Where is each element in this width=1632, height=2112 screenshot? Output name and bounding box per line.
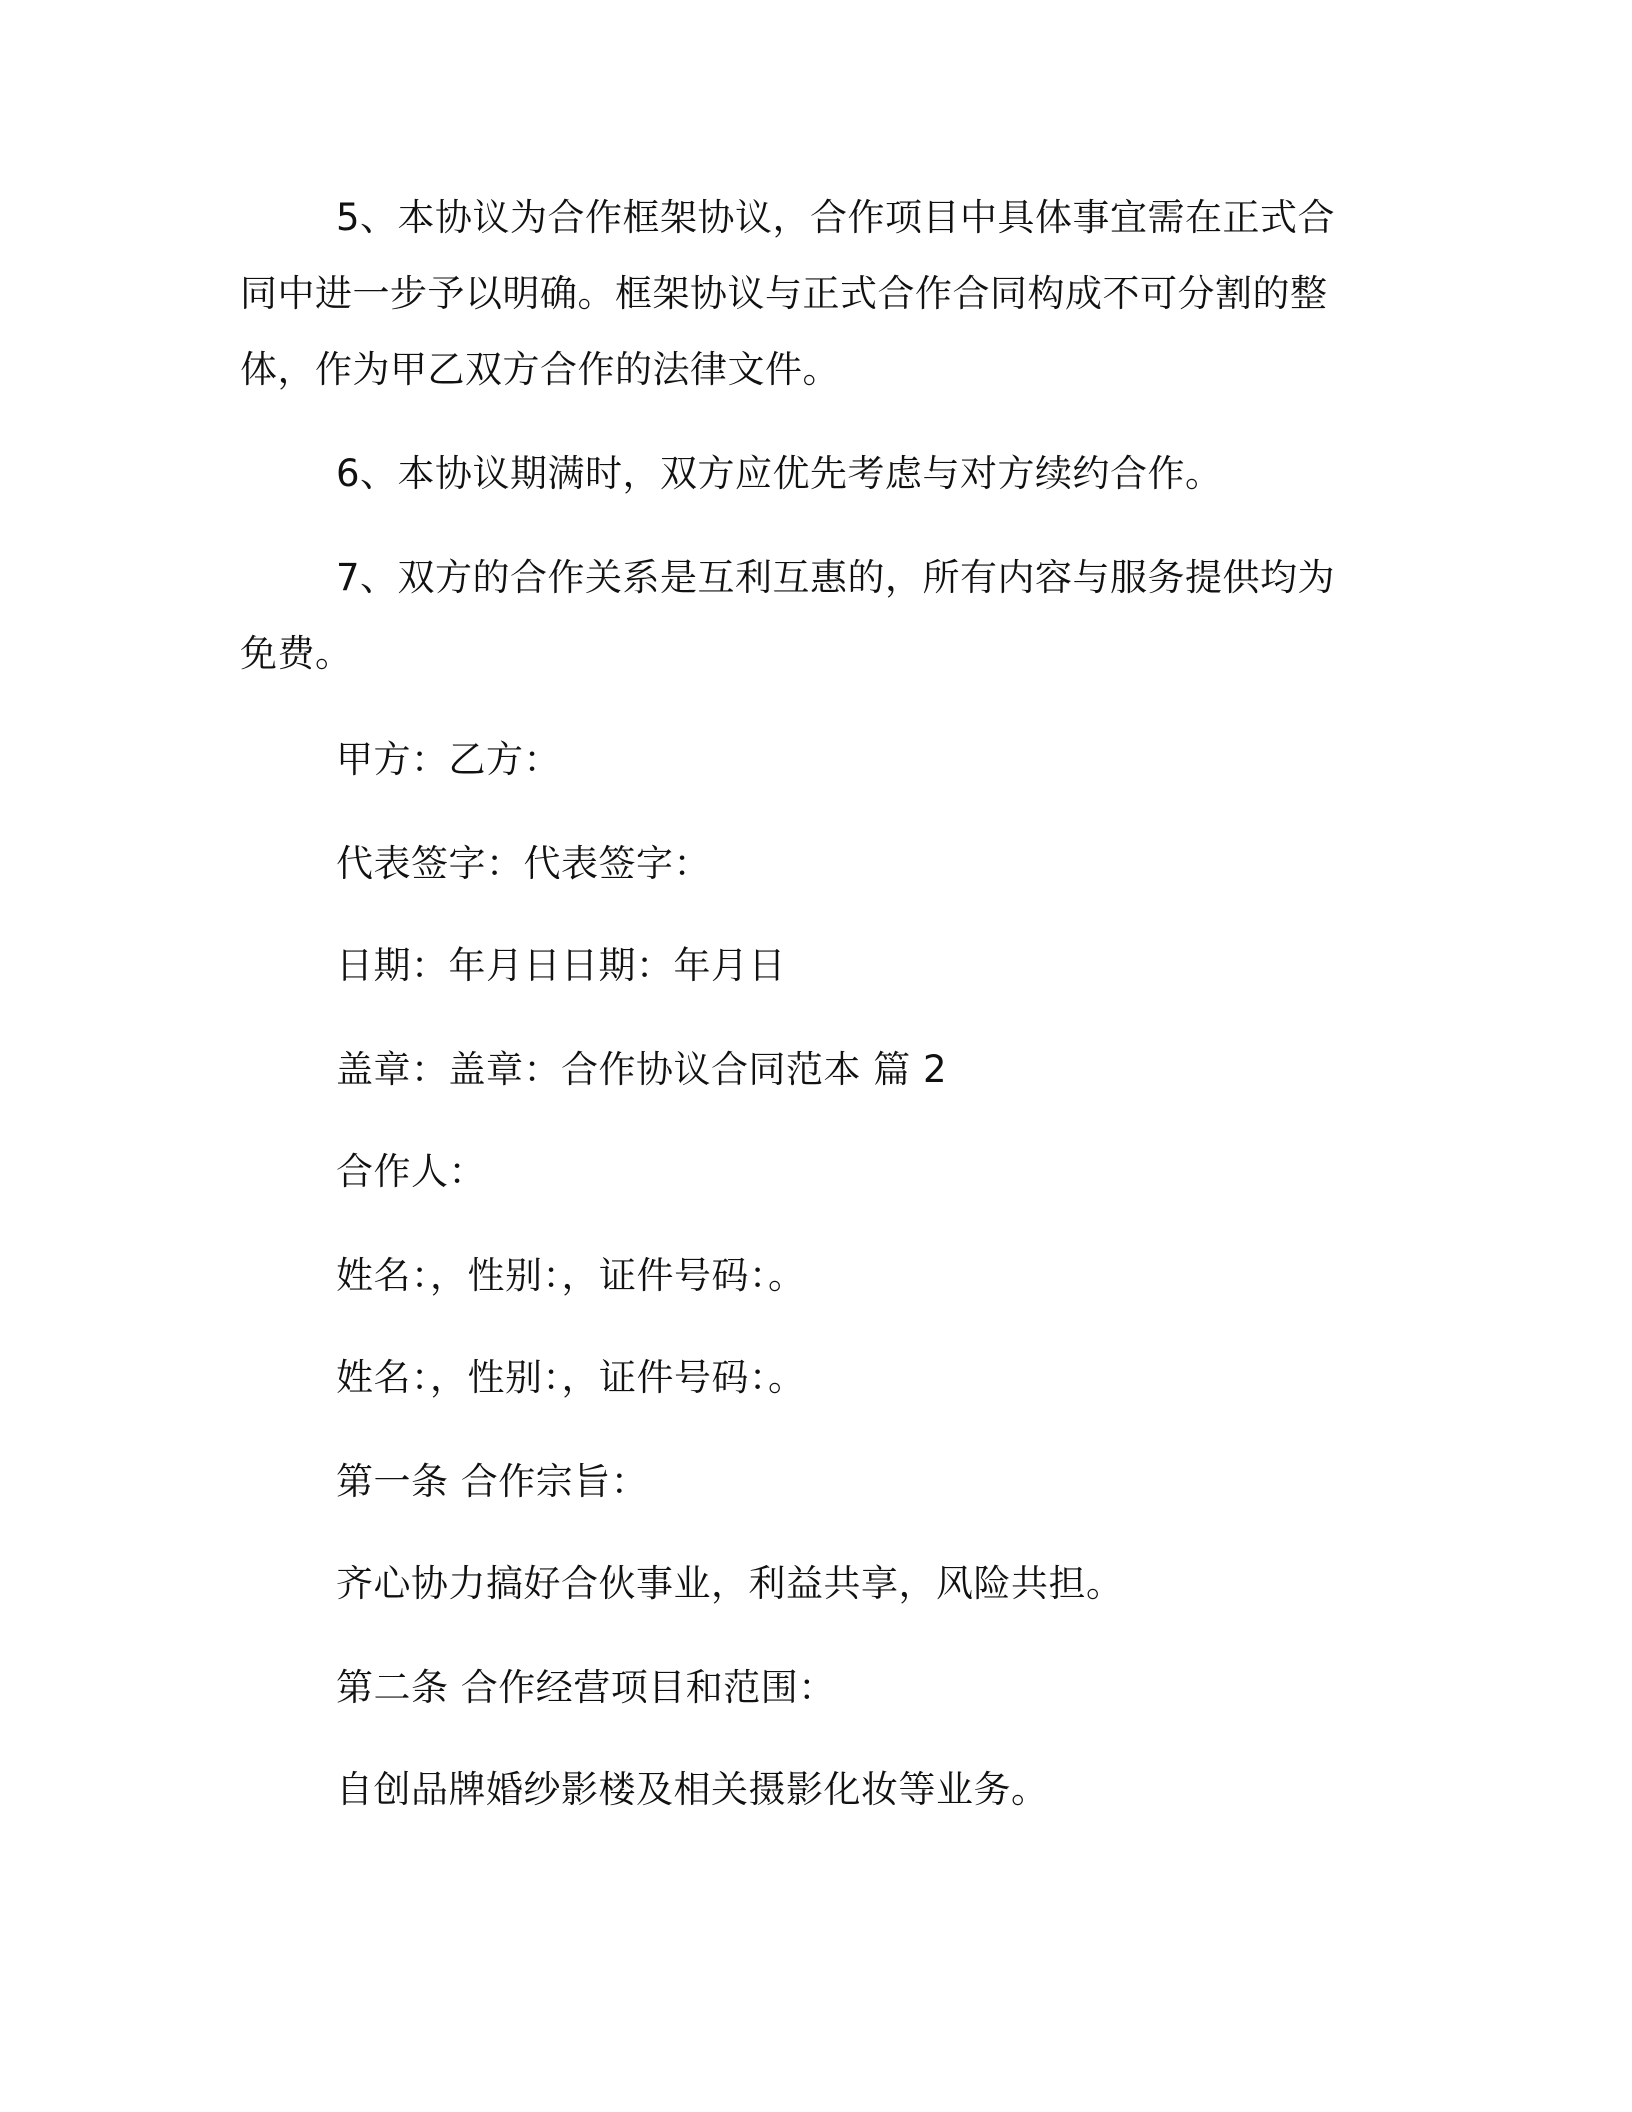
article-1-text: 齐心协力搞好合伙事业，利益共享，风险共担。 — [336, 1562, 1124, 1605]
article-2-text: 自创品牌婚纱影楼及相关摄影化妆等业务。 — [336, 1768, 1049, 1811]
clause-6-paragraph: 6、本协议期满时，双方应优先考虑与对方续约合作。 — [336, 452, 1223, 495]
clause-7-paragraph: 7、双方的合作关系是互利互惠的，所有内容与服务提供均为免费。 — [240, 556, 1336, 675]
article-1-heading: 第一条 合作宗旨： — [336, 1460, 649, 1503]
seal-line: 盖章：盖章：合作协议合同范本 篇 2 — [336, 1048, 948, 1091]
clause-5-paragraph: 5、本协议为合作框架协议，合作项目中具体事宜需在正式合同中进一步予以明确。框架协议与正式合作合同构成不可分割的整体，作为甲乙双方合作的法律文件。 — [240, 196, 1336, 391]
partner-info-line-1: 姓名：，性别：，证件号码：。 — [336, 1254, 806, 1297]
party-line: 甲方：乙方： — [336, 738, 561, 781]
partner-info-line-2: 姓名：，性别：，证件号码：。 — [336, 1356, 806, 1399]
partners-heading: 合作人： — [336, 1150, 486, 1193]
article-2-heading: 第二条 合作经营项目和范围： — [336, 1666, 836, 1709]
date-line: 日期：年月日日期：年月日 — [336, 944, 786, 987]
signature-line: 代表签字：代表签字： — [336, 842, 711, 885]
